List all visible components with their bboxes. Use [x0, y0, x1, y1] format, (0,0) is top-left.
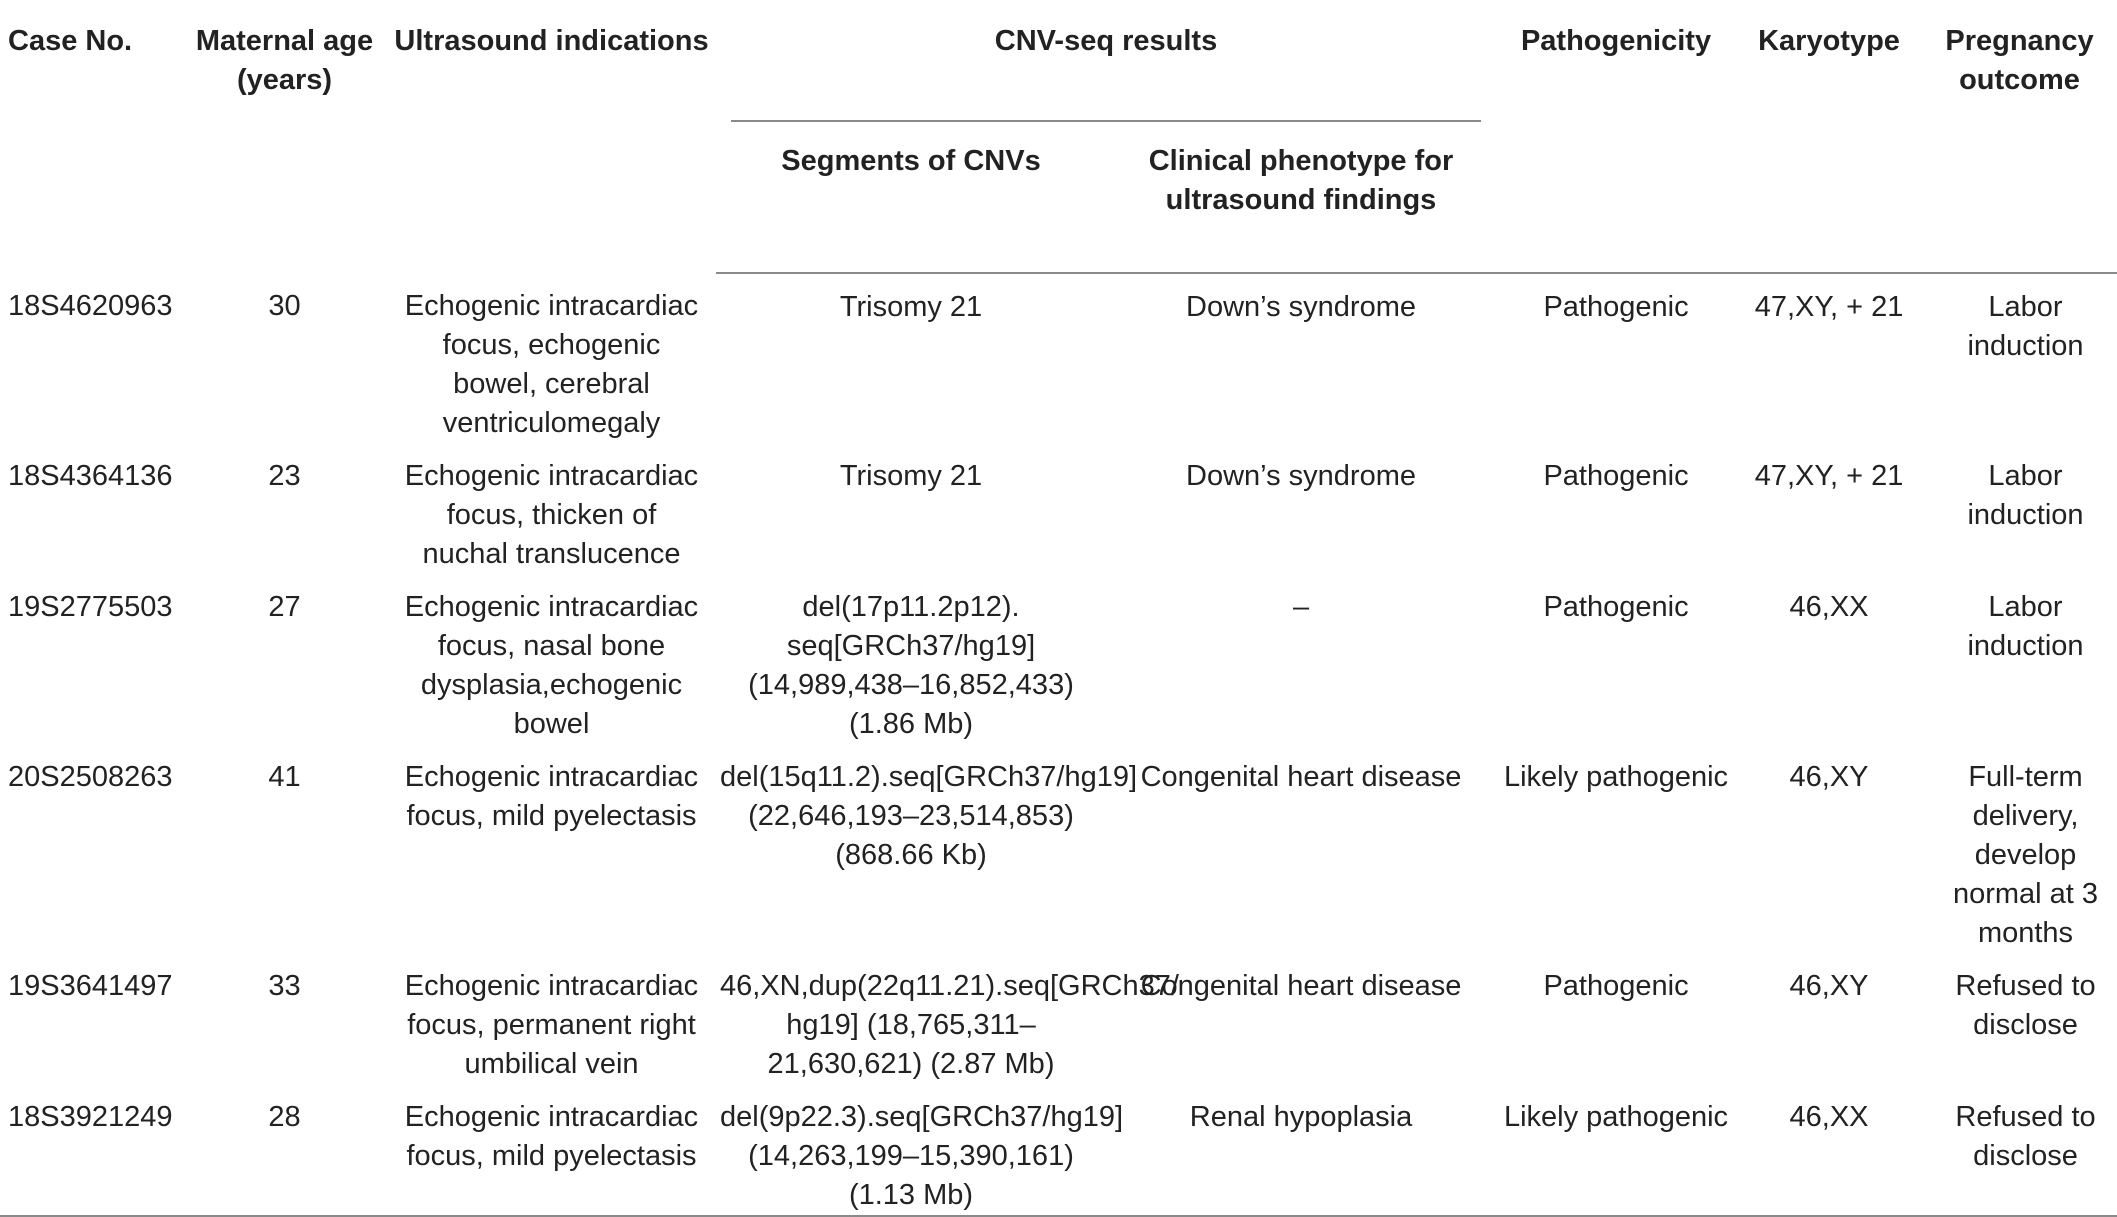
cell-maternal-age: 30 — [268, 290, 301, 322]
cell-pathogenicity: Pathogenic — [1543, 591, 1689, 623]
cell-karyotype: 47,XY, + 21 — [1754, 460, 1904, 492]
cell-clinical-phenotype: Down’s syndrome — [1186, 460, 1416, 492]
header-segments-of-cnvs: Segments of CNVs — [716, 122, 1106, 273]
cell-pathogenicity: Likely pathogenic — [1503, 761, 1729, 793]
cell-karyotype: 47,XY, + 21 — [1754, 291, 1904, 323]
cell-case-no: 18S4620963 — [8, 290, 173, 322]
header-karyotype: Karyotype — [1736, 0, 1922, 273]
header-cnv-seq-results — [716, 0, 1496, 122]
cell-pregnancy-outcome: Labor induction — [1967, 460, 2084, 531]
cell-clinical-phenotype: Congenital heart disease — [1140, 970, 1462, 1002]
cell-karyotype: 46,XY — [1789, 761, 1869, 793]
cell-maternal-age: 27 — [268, 591, 301, 623]
table-row — [0, 443, 2117, 574]
cell-clinical-phenotype: Down’s syndrome — [1186, 291, 1416, 323]
cell-pathogenicity: Pathogenic — [1543, 460, 1689, 492]
cell-pathogenicity: Pathogenic — [1543, 291, 1689, 323]
cell-clinical-phenotype: Renal hypoplasia — [1106, 1084, 1496, 1216]
cell-ultrasound-indications: Echogenic intracardiac focus, mild pyelectasis — [404, 761, 699, 832]
header-cnv-seq-results-label: CNV-seq results — [994, 25, 1218, 57]
header-row — [0, 0, 2117, 122]
header-ultrasound-indications: Ultrasound indications — [394, 25, 709, 57]
header-clinical-phenotype: Clinical phenotype for ultrasound findings — [1106, 122, 1496, 273]
cell-segments-of-cnvs: del(9p22.3).seq[GRCh37/hg19] (14,263,199–15,390,161) (1.13 Mb) — [716, 1084, 1106, 1216]
cell-maternal-age: 41 — [268, 761, 301, 793]
table-row — [0, 273, 2117, 443]
cell-ultrasound-indications: Echogenic intracardiac focus, mild pyelectasis — [387, 1084, 716, 1216]
cell-karyotype: 46,XX — [1736, 1084, 1922, 1216]
cell-segments-of-cnvs: del(15q11.2).seq[GRCh37/hg19] (22,646,193–23,514,853) (868.66 Kb) — [720, 761, 1138, 871]
cnv-group-rule — [731, 120, 1481, 122]
header-case-no: Case No. — [8, 25, 133, 57]
cell-maternal-age: 33 — [268, 970, 301, 1002]
cell-pregnancy-outcome: Refused to disclose — [1955, 970, 2096, 1041]
cell-segments-of-cnvs: del(17p11.2p12). seq[GRCh37/hg19] (14,989,438–16,852,433) (1.86 Mb) — [748, 591, 1074, 740]
table-row — [0, 1084, 2117, 1216]
cell-pregnancy-outcome: Full-term delivery, develop normal at 3 months — [1952, 761, 2099, 949]
header-pregnancy-outcome: Pregnancy outcome — [1922, 0, 2117, 273]
cell-case-no: 18S3921249 — [0, 1084, 182, 1216]
cell-maternal-age: 28 — [182, 1084, 387, 1216]
cell-clinical-phenotype: Congenital heart disease — [1140, 761, 1462, 793]
cell-segments-of-cnvs: Trisomy 21 — [839, 460, 983, 492]
cell-ultrasound-indications: Echogenic intracardiac focus, echogenic bowel, cerebral ventriculomegaly — [404, 290, 699, 439]
cell-ultrasound-indications: Echogenic intracardiac focus, thicken of nuchal translucence — [404, 460, 699, 570]
cell-pregnancy-outcome: Labor induction — [1967, 591, 2084, 662]
table-row — [0, 953, 2117, 1084]
cell-ultrasound-indications: Echogenic intracardiac focus, nasal bone dysplasia,echogenic bowel — [404, 591, 699, 740]
table-row — [0, 574, 2117, 744]
cell-pregnancy-outcome: Refused to disclose — [1922, 1084, 2117, 1216]
cell-ultrasound-indications: Echogenic intracardiac focus, permanent right umbilical vein — [404, 970, 699, 1080]
table-row — [0, 744, 2117, 953]
cell-segments-of-cnvs: Trisomy 21 — [839, 291, 983, 323]
header-maternal-age: Maternal age (years) — [195, 25, 374, 96]
cell-karyotype: 46,XY — [1789, 970, 1869, 1002]
cell-pathogenicity: Likely pathogenic — [1496, 1084, 1736, 1216]
header-pathogenicity: Pathogenicity — [1496, 0, 1736, 273]
cell-pathogenicity: Pathogenic — [1543, 970, 1689, 1002]
cell-segments-of-cnvs: 46,XN,dup(22q11.21).seq[GRCh37/ hg19] (18,765,311–21,630,621) (2.87 Mb) — [720, 970, 1179, 1080]
cell-pregnancy-outcome: Labor induction — [1967, 291, 2084, 362]
cell-case-no: 19S3641497 — [8, 970, 173, 1002]
cell-case-no: 20S2508263 — [8, 761, 173, 793]
cell-clinical-phenotype: – — [1292, 591, 1310, 623]
cell-karyotype: 46,XX — [1789, 591, 1869, 623]
cell-case-no: 18S4364136 — [8, 460, 173, 492]
cell-case-no: 19S2775503 — [8, 591, 173, 623]
cell-maternal-age: 23 — [268, 460, 301, 492]
table-body — [0, 273, 2117, 1216]
